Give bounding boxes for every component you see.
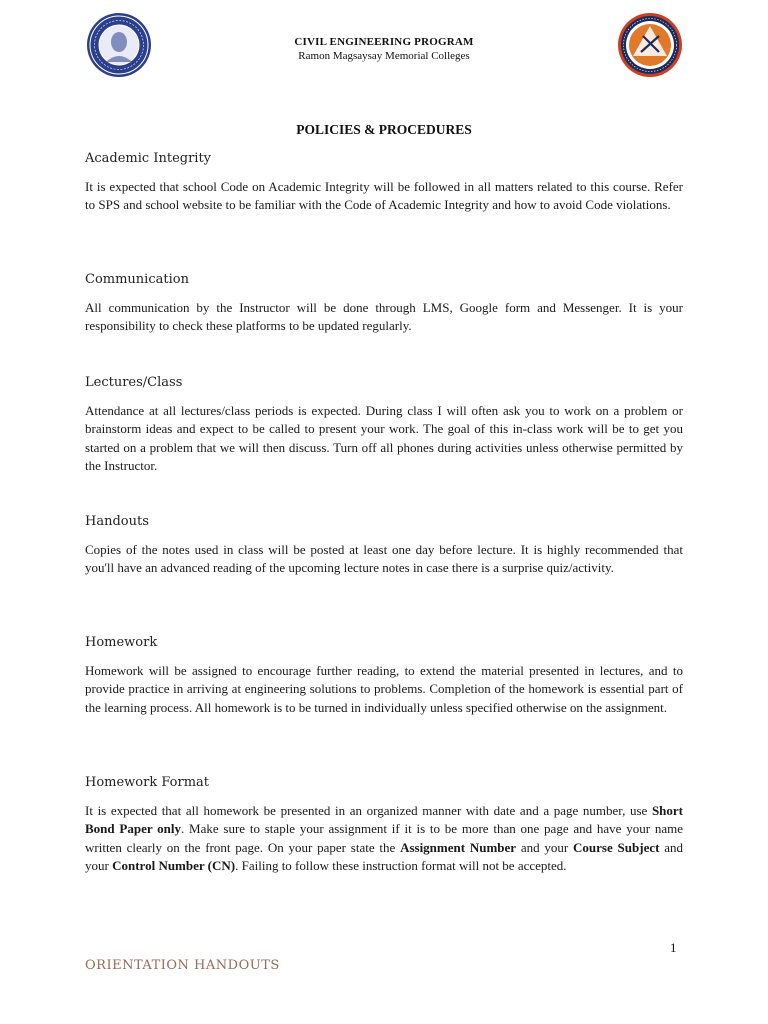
- section-body: All communication by the Instructor will be done through LMS, Google form and Messenger. It is your responsibility to check these platforms to be updated regularly.: [85, 300, 683, 334]
- section-heading: Lectures/Class: [85, 375, 183, 390]
- document-title: POLICIES & PROCEDURES: [296, 122, 472, 137]
- section-homework: [85, 634, 683, 717]
- section-body: It is expected that school Code on Academic Integrity will be followed in all matters related to this course. Refer to SPS and school website to be familiar with the Code of Academic Integrity and how to avoid Code violations.: [85, 179, 683, 213]
- emphasis-text: Control Number (CN): [112, 857, 236, 873]
- section-homework-format: [85, 774, 683, 875]
- body-text: . Failing to follow these instruction format will not be accepted.: [235, 857, 567, 873]
- section-body: Homework will be assigned to encourage further reading, to extend the material presented in lectures, and to provide practice in arriving at engineering solutions to problems. Completion of the homework is essential part of the learning process. All homework is to be turned in individually unless specified otherwise on the assignment.: [85, 663, 683, 715]
- section-body: Copies of the notes used in class will be posted at least one day before lecture. It is highly recommended that you'll have an advanced reading of the upcoming lecture notes in case there is a surprise quiz/activity.: [85, 542, 683, 576]
- program-name: CIVIL ENGINEERING PROGRAM: [294, 36, 474, 48]
- emphasis-text: Assignment Number: [400, 839, 517, 855]
- body-text: . Make sure to staple your assignment if it is to be more than one page and have your name written clearly on the front page. On your paper state the: [85, 821, 683, 855]
- section-lectures-class: [85, 374, 683, 475]
- emphasis-text: Short Bond Paper only: [85, 803, 683, 837]
- body-text: and your: [85, 839, 683, 873]
- section-academic-integrity: [85, 150, 683, 215]
- body-text: and your: [516, 839, 574, 855]
- page-number: 1: [670, 940, 677, 955]
- college-seal-logo: [86, 12, 152, 78]
- section-communication: [85, 271, 683, 336]
- section-handouts: [85, 513, 683, 578]
- college-name: Ramon Magsaysay Memorial Colleges: [298, 50, 470, 62]
- section-heading: Handouts: [85, 514, 149, 529]
- section-body: Attendance at all lectures/class periods is expected. During class I will often ask you to work on a problem or brainstorm ideas and expect to be called to present your work. The goal of this in-class work will be to get you started on a problem that we will then discuss. Turn off all phones during activities unless otherwise permitted by the Instructor.: [85, 403, 683, 473]
- emphasis-text: Course Subject: [573, 839, 660, 855]
- section-heading: Homework Format: [85, 775, 210, 790]
- footer-label: ORIENTATION HANDOUTS: [85, 958, 280, 973]
- section-body: [85, 802, 683, 875]
- section-heading: Communication: [85, 272, 189, 287]
- body-text: It is expected that all homework be presented in an organized manner with date and a page number, use: [85, 803, 652, 818]
- engineering-program-logo: [617, 12, 683, 78]
- section-heading: Academic Integrity: [85, 151, 212, 166]
- section-heading: Homework: [85, 635, 158, 650]
